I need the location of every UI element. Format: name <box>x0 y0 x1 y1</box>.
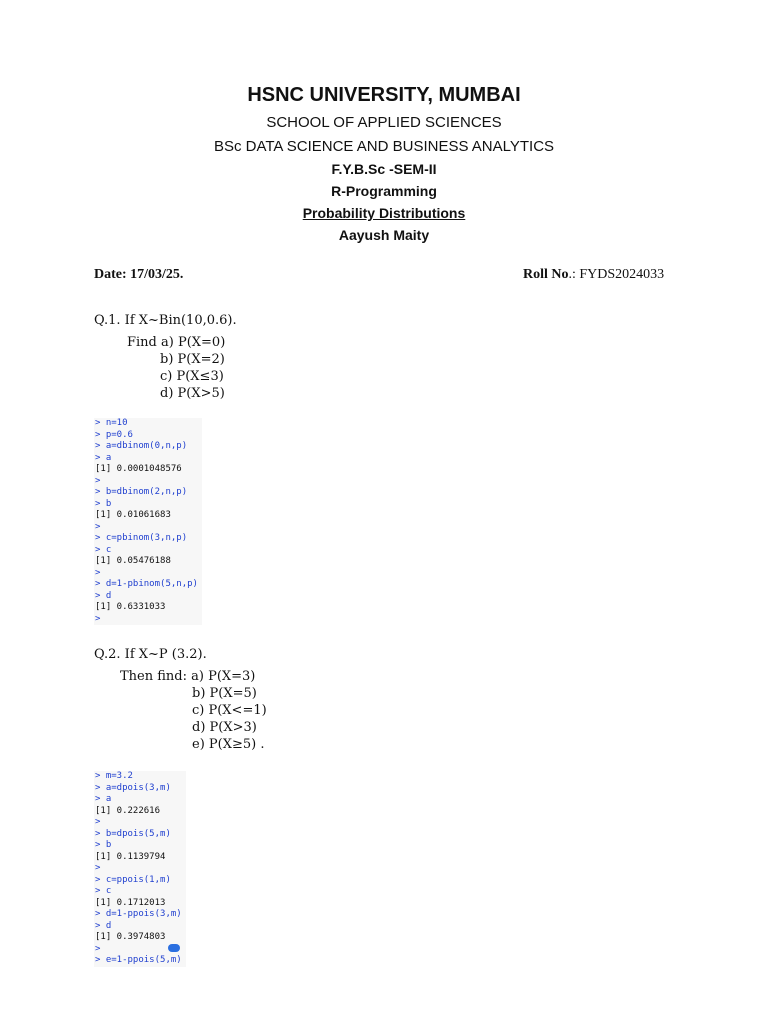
console-line: > c <box>95 886 112 896</box>
date-label: Date: 17/03/25. <box>94 267 184 282</box>
q2-line-b: b) P(X=5) <box>192 686 257 701</box>
q2-title: Q.2. If X~P (3.2). <box>94 647 207 662</box>
program-name: BSc DATA SCIENCE AND BUSINESS ANALYTICS <box>213 138 555 155</box>
q1-r-console <box>94 418 202 625</box>
school-name: SCHOOL OF APPLIED SCIENCES <box>266 114 502 131</box>
console-line: > a <box>95 452 112 463</box>
console-line: > a <box>95 794 112 804</box>
q2-line-d: d) P(X>3) <box>192 720 257 735</box>
q1-line-d: d) P(X>5) <box>160 386 225 401</box>
console-output: [1] 0.05476188 <box>95 556 171 566</box>
console-line: > <box>95 567 101 578</box>
author-name: Aayush Maity <box>338 227 430 243</box>
roll-value: .: FYDS2024033 <box>568 267 665 282</box>
console-line <box>95 944 182 956</box>
console-line: > a=dbinom(0,n,p) <box>95 441 188 451</box>
university-title: HSNC UNIVERSITY, MUMBAI <box>247 84 521 106</box>
console-output: [1] 0.1139794 <box>95 851 166 862</box>
console-line: > b <box>95 498 112 509</box>
console-line: > a=dpois(3,m) <box>95 782 171 793</box>
console-line: > b=dpois(5,m) <box>95 828 171 839</box>
subject-label: R-Programming <box>331 183 437 199</box>
console-output: [1] 0.1712013 <box>95 897 166 908</box>
console-line: > d <box>95 920 112 931</box>
console-line: > <box>95 863 101 873</box>
console-line: > <box>95 817 101 827</box>
console-line: > d=1-ppois(3,m) <box>95 909 182 919</box>
roll-number <box>523 267 664 283</box>
console-line: > b=dbinom(2,n,p) <box>95 487 188 497</box>
console-line: > n=10 <box>95 418 128 428</box>
q1-line-b: b) P(X=2) <box>160 352 225 367</box>
q1-title: Q.1. If X~Bin(10,0.6). <box>94 313 237 328</box>
console-line: > <box>95 521 101 532</box>
console-line: > c=ppois(1,m) <box>95 874 171 885</box>
q2-line-e: e) P(X≥5) . <box>192 737 265 752</box>
suggestion-badge-icon[interactable] <box>168 944 180 952</box>
q2-r-console <box>94 771 186 967</box>
console-line: > <box>95 613 101 624</box>
console-output: [1] 0.3974803 <box>95 932 166 942</box>
console-line: > m=3.2 <box>95 771 133 781</box>
console-line: > c <box>95 544 112 555</box>
console-line: > e=1-ppois(5,m) <box>95 955 182 965</box>
console-output: [1] 0.0001048576 <box>95 464 182 474</box>
roll-label: Roll No <box>523 267 569 282</box>
console-line: > d=1-pbinom(5,n,p) <box>95 579 198 589</box>
q1-line-c: c) P(X≤3) <box>160 369 224 384</box>
topic-label: Probability Distributions <box>302 205 466 221</box>
console-line: > p=0.6 <box>95 429 133 440</box>
q2-line-a: Then find: a) P(X=3) <box>120 669 256 684</box>
q1-line-a: Find a) P(X=0) <box>127 335 226 350</box>
console-output: [1] 0.01061683 <box>95 510 171 520</box>
console-prompt: > <box>95 943 101 954</box>
semester-label: F.Y.B.Sc -SEM-II <box>331 161 437 177</box>
console-line: > b <box>95 840 112 850</box>
console-output: [1] 0.6331033 <box>95 602 166 612</box>
console-line: > <box>95 475 101 486</box>
console-line: > c=pbinom(3,n,p) <box>95 533 188 543</box>
console-output: [1] 0.222616 <box>95 805 161 816</box>
console-line: > d <box>95 590 112 601</box>
q2-line-c: c) P(X<=1) <box>192 703 267 718</box>
